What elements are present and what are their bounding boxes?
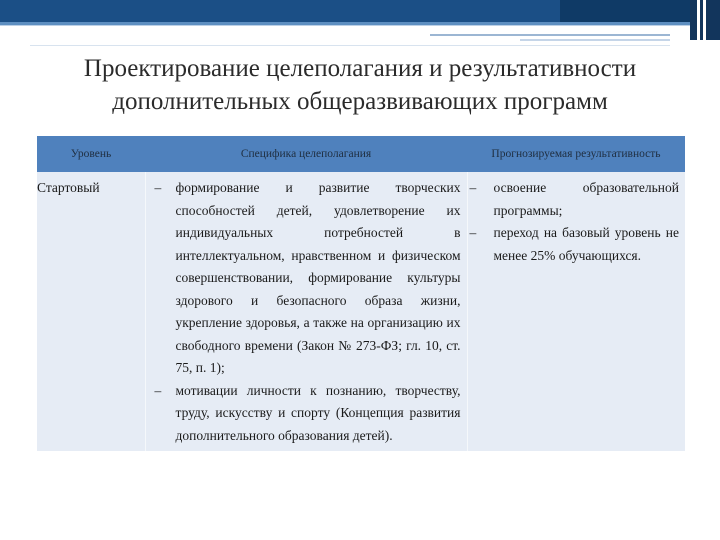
spec-text: мотивации личности к познанию, творчеству, труду, искусству и спорту (Концепция развития дополнительного образования детей). <box>175 382 461 443</box>
cell-level: Стартовый <box>37 172 145 451</box>
decor-stripe <box>30 45 670 46</box>
cell-results <box>467 172 685 451</box>
decor-thin-bar-light <box>0 25 720 26</box>
table-row <box>37 172 685 451</box>
dash-marker: – <box>154 382 162 398</box>
header-spec: Специфика целеполагания <box>145 136 467 172</box>
decor-corner-gap <box>703 0 706 40</box>
dash-marker: – <box>469 225 477 240</box>
header-results: Прогнозируемая результативность <box>467 136 685 172</box>
goals-table <box>37 136 685 451</box>
result-text: переход на базовый уровень не менее 25% обучающихся. <box>493 225 679 263</box>
list-item <box>146 177 467 380</box>
list-item <box>468 177 686 222</box>
cell-spec <box>145 172 467 451</box>
result-text: освоение образовательной программы; <box>493 180 679 218</box>
dash-marker: – <box>154 180 162 195</box>
dash-marker: – <box>469 180 477 195</box>
slide-title: Проектирование целеполагания и результативности дополнительных общеразвивающих программ <box>83 55 637 115</box>
decor-corner-gap <box>697 0 700 40</box>
decor-stripe <box>520 39 670 41</box>
list-item <box>146 380 467 452</box>
decor-stripe <box>430 34 670 36</box>
list-item <box>468 222 686 271</box>
table-header-row <box>37 136 685 172</box>
header-level: Уровень <box>37 136 145 172</box>
spec-text: формирование и развитие творческих способностей детей, удовлетворение их индивидуальных потребностей в интеллектуальном, нравственном и физическом совершенствовании, формирование культуры здорового и безопасного образа жизни, укрепление здоровья, а также на организацию их свободного времени (Закон № 273-ФЗ; гл. 10, ст. 75, п. 1); <box>175 180 461 375</box>
